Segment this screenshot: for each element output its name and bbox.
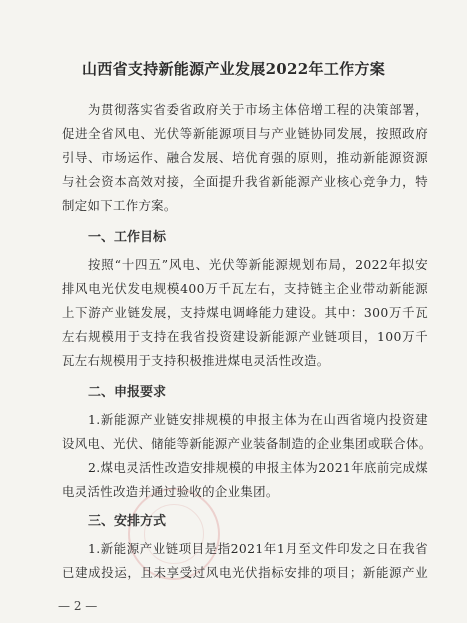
section-1-line-3: 上下游产业链发展，支持煤电调峰能力建设。其中：300万千瓦 [62, 305, 428, 320]
section-1-line-4: 左右规模用于支持在我省投资建设新能源产业链项目，100万千 [62, 329, 428, 344]
section-1-line-5: 瓦左右规模用于支持积极推进煤电灵活性改造。 [62, 353, 330, 368]
section-2-line-3: 2.煤电灵活性改造安排规模的申报主体为2021年底前完成煤 [88, 460, 428, 475]
section-2-line-4: 电灵活性改造并通过验收的企业集团。 [62, 484, 279, 499]
intro-line-5: 制定如下工作方案。 [62, 198, 177, 213]
section-heading-requirements: 二、申报要求 [88, 385, 167, 400]
intro-line-1: 为贯彻落实省委省政府关于市场主体倍增工程的决策部署， [88, 102, 428, 117]
intro-line-2: 促进全省风电、光伏等新能源项目与产业链协同发展，按照政府 [62, 126, 428, 141]
section-2-line-2: 设风电、光伏、储能等新能源产业装备制造的企业集团或联合体。 [62, 436, 432, 451]
section-3-line-1: 1.新能源产业链项目是指2021年1月至文件印发之日在我省 [88, 541, 428, 556]
section-1-line-1: 按照“十四五”风电、光伏等新能源规划布局，2022年拟安 [88, 257, 428, 272]
section-1-line-2: 排风电光伏发电规模400万千瓦左右，支持链主企业带动新能源 [62, 281, 428, 296]
section-heading-goals: 一、工作目标 [88, 230, 167, 245]
intro-line-3: 引导、市场运作、融合发展、培优育强的原则，推动新能源资源 [62, 150, 428, 165]
section-3-line-2: 已建成投运，且未享受过风电光伏指标安排的项目；新能源产业 [62, 565, 428, 580]
page-number: — 2 — [58, 599, 98, 613]
intro-line-4: 与社会资本高效对接，全面提升我省新能源产业核心竞争力，特 [62, 174, 428, 189]
document-title: 山西省支持新能源产业发展2022年工作方案 [81, 60, 386, 78]
section-2-line-1: 1.新能源产业链安排规模的申报主体为在山西省境内投资建 [88, 412, 428, 427]
section-heading-arrangement: 三、安排方式 [88, 514, 167, 529]
